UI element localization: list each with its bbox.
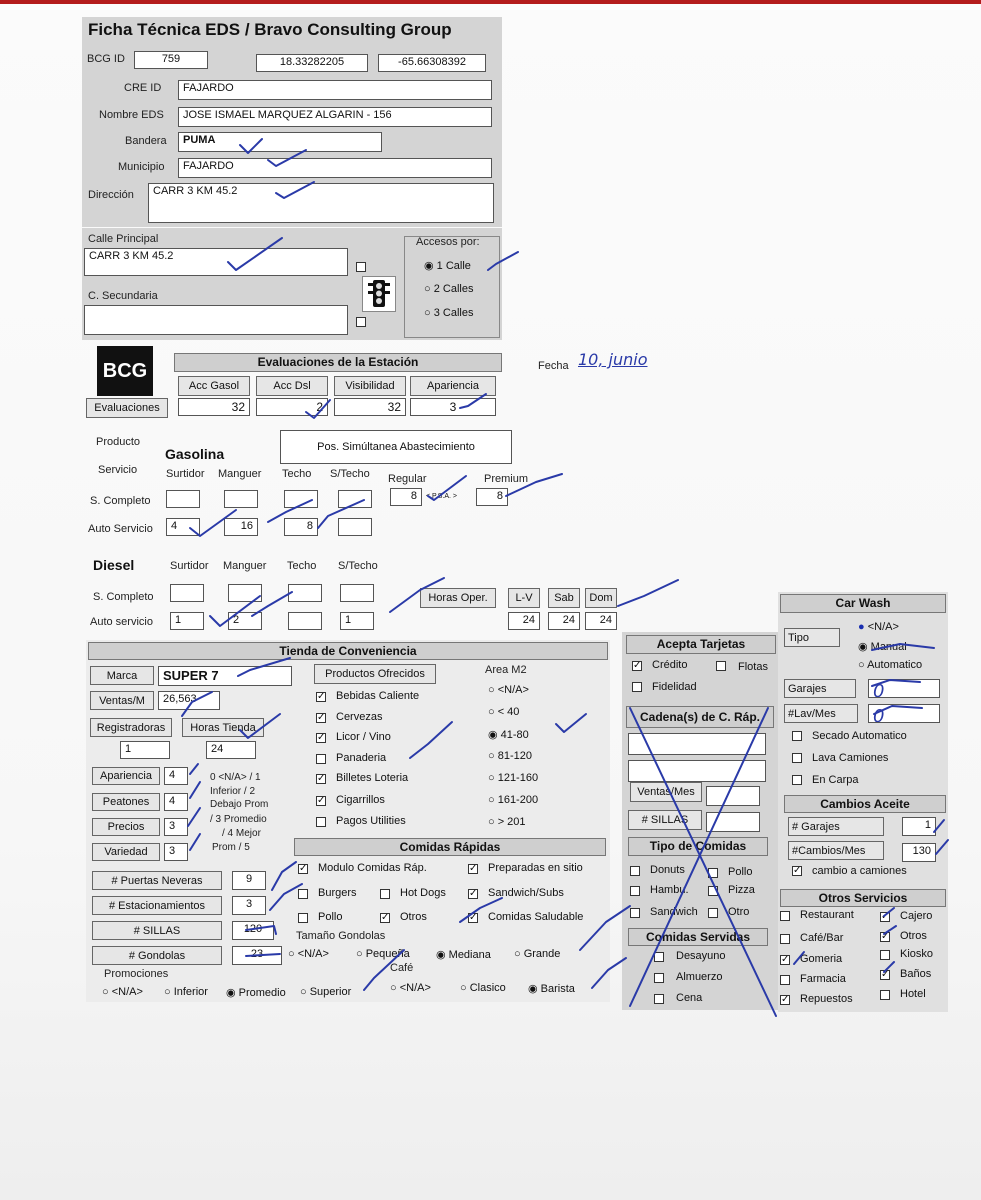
promociones-label: Promociones (104, 968, 169, 980)
otros-right-checkbox-4[interactable] (880, 990, 890, 1000)
dsl-col-stecho: S/Techo (338, 560, 378, 572)
comida-label-7: Comidas Saludable (488, 911, 584, 923)
servicio-label: Servicio (98, 464, 138, 476)
cafe-radio-2[interactable]: ◉ Barista (528, 983, 575, 995)
otros-right-label-0: Cajero (900, 910, 933, 922)
tipo-comidas-title: Tipo de Comidas (628, 837, 768, 856)
cadena-ventas-label: Ventas/Mes (630, 782, 702, 802)
dsl-auto-techo[interactable] (288, 612, 322, 630)
gondola-radio-2[interactable]: ◉ Mediana (436, 949, 491, 961)
dsl-completo-manguer[interactable] (228, 584, 262, 602)
comida-checkbox-3[interactable] (380, 889, 390, 899)
dsl-completo-label: S. Completo (93, 591, 154, 603)
comida-label-5: Pollo (318, 911, 343, 923)
tarjetas-title: Acepta Tarjetas (626, 635, 776, 654)
comida-label-0: Modulo Comidas Ráp. (318, 862, 427, 874)
nombre-field[interactable]: JOSE ISMAEL MARQUEZ ALGARIN - 156 (178, 107, 492, 127)
tipo-checkbox-1[interactable] (708, 868, 718, 878)
carwash-garajes-value: 0 (873, 681, 885, 698)
comida-checkbox-0[interactable]: ✓ (299, 863, 308, 874)
productos-title: Productos Ofrecidos (314, 664, 436, 684)
flotas-label: Flotas (738, 661, 768, 673)
servida-label-2: Cena (676, 992, 703, 1004)
eval-col-visibilidad: Visibilidad (334, 376, 406, 396)
bcg-id-label: BCG ID (87, 53, 125, 65)
tipo-checkbox-4[interactable] (630, 908, 640, 918)
gondola-option-0: <N/A> (297, 948, 329, 960)
eval-apariencia[interactable]: 3 (410, 398, 496, 416)
gondola-option-2: Mediana (448, 949, 491, 961)
otros-left-checkbox-0[interactable] (780, 911, 790, 921)
nombre-label: Nombre EDS (99, 109, 164, 121)
producto-checkbox-2[interactable]: ✓ (317, 732, 326, 743)
otros-left-checkbox-4[interactable]: ✓ (781, 994, 790, 1005)
registradoras-field[interactable]: 1 (120, 741, 170, 759)
lava-camiones-label: Lava Camiones (812, 752, 889, 764)
carwash-radio-na[interactable]: ● <N/A> (858, 621, 899, 633)
comida-checkbox-1[interactable]: ✓ (469, 863, 478, 874)
promo-option-2: Promedio (238, 987, 286, 999)
aceite-garajes-field[interactable]: 1 (902, 817, 936, 836)
horas-tienda-field[interactable]: 24 (206, 741, 256, 759)
cafe-radio-1[interactable]: ○ Clasico (460, 982, 506, 994)
accesos-radio-3[interactable]: ○ 3 Calles (424, 307, 474, 319)
tipo-label-0: Donuts (650, 864, 685, 876)
day-lv-label: L-V (508, 588, 540, 608)
scale-3: Debajo Prom (210, 799, 269, 810)
comidas-title: Comidas Rápidas (294, 838, 606, 856)
promo-radio-0[interactable]: ○ <N/A> (102, 986, 143, 998)
lav-mes-value: 0 (873, 706, 885, 723)
variedad-field[interactable]: 3 (164, 843, 188, 861)
camiones-label: cambio a camiones (812, 865, 907, 877)
tipo-label-5: Otro (728, 906, 750, 918)
premium-label: Premium (484, 473, 529, 485)
producto-label-1: Cervezas (336, 711, 383, 723)
otros-right-checkbox-1[interactable]: ✓ (881, 931, 890, 942)
gondola-radio-1[interactable]: ○ Pequeña (356, 948, 410, 960)
gas-auto-techo[interactable]: 8 (284, 518, 318, 536)
comida-label-1: Preparadas en sitio (488, 862, 583, 874)
otros-right-checkbox-3[interactable]: ✓ (881, 969, 890, 980)
municipio-label: Municipio (118, 161, 165, 173)
producto-label-0: Bebidas Caliente (336, 690, 420, 702)
lav-mes-field[interactable] (868, 704, 940, 723)
day-dom-label: Dom (585, 588, 617, 608)
dsl-auto-stecho[interactable]: 1 (340, 612, 374, 630)
tienda-title: Tienda de Conveniencia (88, 642, 608, 660)
gondola-radio-3[interactable]: ○ Grande (514, 948, 561, 960)
eval-col-acc-dsl: Acc Dsl (256, 376, 328, 396)
apariencia-label: Apariencia (92, 767, 160, 785)
gondola-radio-0[interactable]: ○ <N/A> (288, 948, 329, 960)
cadena-field-1[interactable] (628, 733, 766, 755)
horas-tienda-label: Horas Tienda (182, 718, 264, 737)
puertas-label: # Puertas Neveras (92, 871, 222, 890)
tipo-checkbox-2[interactable] (630, 886, 640, 896)
comida-label-6: Otros (400, 911, 427, 923)
traffic-light-icon (362, 276, 396, 312)
bcg-id-field[interactable]: 759 (134, 51, 208, 69)
precios-field[interactable]: 3 (164, 818, 188, 836)
gas-auto-stecho[interactable] (338, 518, 372, 536)
scale-4: / 3 Promedio (210, 814, 267, 825)
carwash-option-manual: Manual (870, 641, 907, 653)
servida-checkbox-0[interactable] (654, 952, 664, 962)
carwash-option-na: <N/A> (867, 621, 899, 633)
area-option-6: > 201 (497, 816, 526, 828)
area-radio-3[interactable]: ○ 81-120 (488, 750, 532, 762)
fidelidad-label: Fidelidad (652, 681, 697, 693)
carwash-radio-manual[interactable]: ◉ Manual (858, 641, 907, 653)
precios-label: Precios (92, 818, 160, 836)
comida-label-2: Burgers (318, 887, 357, 899)
tipo-label-2: Hambu. (650, 884, 689, 896)
peatones-field[interactable]: 4 (164, 793, 188, 811)
credito-checkbox[interactable]: ✓ (633, 660, 642, 671)
longitude-field[interactable]: -65.66308392 (378, 54, 486, 72)
credito-label: Crédito (652, 659, 688, 671)
calle-principal-label: Calle Principal (88, 233, 159, 245)
secado-label: Secado Automatico (812, 730, 907, 742)
area-radio-5[interactable]: ○ 161-200 (488, 794, 539, 806)
producto-label-2: Licor / Vino (336, 731, 391, 743)
fidelidad-checkbox[interactable] (632, 682, 642, 692)
otros-right-checkbox-2[interactable] (880, 950, 890, 960)
otros-left-label-4: Repuestos (800, 993, 853, 1005)
comida-checkbox-5[interactable] (298, 913, 308, 923)
promo-radio-2[interactable]: ◉ Promedio (226, 987, 286, 999)
cre-field[interactable]: FAJARDO (178, 80, 492, 100)
marca-field[interactable]: SUPER 7 (158, 666, 292, 686)
accesos-option-3: 3 Calles (433, 307, 474, 319)
scale-5: / 4 Mejor (222, 828, 261, 839)
comida-checkbox-2[interactable] (298, 889, 308, 899)
hours-lv[interactable]: 24 (508, 612, 540, 630)
otros-left-label-1: Café/Bar (800, 932, 844, 944)
calle-secundaria-checkbox[interactable] (356, 317, 366, 327)
pos-simultanea-label: Pos. Simúltanea Abastecimiento (280, 430, 512, 464)
ventas-label: Ventas/M (90, 691, 154, 710)
latitude-field[interactable]: 18.33282205 (256, 54, 368, 72)
accesos-option-1: 1 Calle (436, 260, 471, 272)
producto-checkbox-5[interactable]: ✓ (317, 795, 326, 806)
cafe-radio-0[interactable]: ○ <N/A> (390, 982, 431, 994)
gas-auto-label: Auto Servicio (88, 523, 153, 535)
flotas-checkbox[interactable] (716, 661, 726, 671)
municipio-field[interactable]: FAJARDO (178, 158, 492, 178)
otros-left-checkbox-2[interactable]: ✓ (781, 954, 790, 965)
gas-col-manguer: Manguer (218, 468, 262, 480)
gas-completo-label: S. Completo (90, 495, 151, 507)
gasolina-title: Gasolina (165, 446, 225, 462)
dsl-auto-manguer[interactable]: 2 (228, 612, 262, 630)
cambios-mes-field[interactable]: 130 (902, 843, 936, 862)
servida-checkbox-1[interactable] (654, 973, 664, 983)
promo-option-3: Superior (309, 986, 352, 998)
direccion-label: Dirección (88, 189, 134, 201)
ventas-field[interactable]: 26,563 (158, 691, 220, 710)
page-title: Ficha Técnica EDS / Bravo Consulting Group (88, 20, 452, 39)
aceite-title: Cambios Aceite (784, 795, 946, 813)
top-edge (0, 0, 981, 4)
variedad-label: Variedad (92, 843, 160, 861)
otros-right-label-1: Otros (900, 930, 927, 942)
producto-label-5: Cigarrillos (336, 794, 385, 806)
camiones-checkbox[interactable]: ✓ (793, 865, 802, 876)
promo-radio-1[interactable]: ○ Inferior (164, 986, 208, 998)
area-radio-1[interactable]: ○ < 40 (488, 706, 520, 718)
carwash-garajes-field[interactable] (868, 679, 940, 698)
dsl-completo-surtidor[interactable] (170, 584, 204, 602)
apariencia-field[interactable]: 4 (164, 767, 188, 785)
calle-secundaria-label: C. Secundaria (88, 290, 158, 302)
area-radio-2[interactable]: ◉ 41-80 (488, 729, 529, 741)
cadena-ventas-field[interactable] (706, 786, 760, 806)
area-radio-6[interactable]: ○ > 201 (488, 816, 526, 828)
diesel-title: Diesel (93, 557, 135, 573)
aceite-garajes-label: # Garajes (788, 817, 884, 836)
lav-mes-label: #Lav/Mes (784, 704, 858, 723)
bandera-field[interactable]: PUMA (178, 132, 382, 152)
accesos-radio-1[interactable]: ◉ 1 Calle (424, 260, 471, 272)
area-option-4: 121-160 (497, 772, 539, 784)
secado-checkbox[interactable] (792, 731, 802, 741)
dsl-col-techo: Techo (287, 560, 317, 572)
cafe-option-0: <N/A> (399, 982, 431, 994)
otros-right-checkbox-0[interactable]: ✓ (881, 911, 890, 922)
direccion-field[interactable]: CARR 3 KM 45.2 (148, 183, 494, 223)
cadena-field-2[interactable] (628, 760, 766, 782)
gondola-option-1: Pequeña (365, 948, 410, 960)
tipo-label-3: Pizza (728, 884, 755, 896)
servida-checkbox-2[interactable] (654, 994, 664, 1004)
gas-completo-techo[interactable] (284, 490, 318, 508)
marca-label: Marca (90, 666, 154, 685)
fecha-value: 10, junio (578, 350, 648, 369)
otros-title: Otros Servicios (780, 889, 946, 907)
scale-6: Prom / 5 (212, 842, 250, 853)
cre-label: CRE ID (124, 82, 162, 94)
gas-col-surtidor: Surtidor (166, 468, 205, 480)
scale-1: 0 <N/A> / 1 (210, 772, 261, 783)
fecha-label: Fecha (538, 360, 569, 372)
dsl-col-surtidor: Surtidor (170, 560, 209, 572)
accesos-radio-2[interactable]: ○ 2 Calles (424, 283, 474, 295)
en-carpa-label: En Carpa (812, 774, 859, 786)
cambios-mes-label: #Cambios/Mes (788, 841, 884, 860)
producto-checkbox-6[interactable] (316, 817, 326, 827)
registradoras-label: Registradoras (90, 718, 172, 737)
tipo-checkbox-5[interactable] (708, 908, 718, 918)
premium-field[interactable]: 8 (476, 488, 508, 506)
evaluaciones-title: Evaluaciones de la Estación (174, 353, 502, 372)
promo-option-1: Inferior (173, 986, 208, 998)
carwash-radio-automatico[interactable]: ○ Automatico (858, 659, 923, 671)
area-radio-4[interactable]: ○ 121-160 (488, 772, 539, 784)
gondolas-field[interactable]: 23 (232, 946, 282, 965)
calle-secundaria-field[interactable] (84, 305, 348, 335)
otros-left-label-3: Farmacia (800, 973, 846, 985)
lava-camiones-checkbox[interactable] (792, 753, 802, 763)
tipo-checkbox-0[interactable] (630, 866, 640, 876)
gas-auto-surtidor[interactable]: 4 (166, 518, 200, 536)
day-sab-label: Sab (548, 588, 580, 608)
comida-label-3: Hot Dogs (400, 887, 446, 899)
tipo-checkbox-3[interactable] (708, 886, 718, 896)
regular-field[interactable]: 8 (390, 488, 422, 506)
eval-visibilidad[interactable]: 32 (334, 398, 406, 416)
comida-checkbox-4[interactable]: ✓ (469, 888, 478, 899)
calle-principal-checkbox[interactable] (356, 262, 366, 272)
gas-col-techo: Techo (282, 468, 312, 480)
otros-left-label-2: Gomeria (800, 953, 843, 965)
en-carpa-checkbox[interactable] (792, 775, 802, 785)
otros-right-label-4: Hotel (900, 988, 926, 1000)
hours-sab[interactable]: 24 (548, 612, 580, 630)
producto-label-6: Pagos Utilities (336, 815, 406, 827)
tipo-label-4: Sandwich (650, 906, 698, 918)
tipo-label-1: Pollo (728, 866, 753, 878)
comidas-servidas-title: Comidas Servidas (628, 928, 768, 946)
comida-checkbox-7[interactable]: ✓ (469, 912, 478, 923)
regular-label: Regular (388, 473, 427, 485)
carwash-tipo-label: Tipo (784, 628, 840, 647)
peatones-label: Peatones (92, 793, 160, 811)
accesos-option-2: 2 Calles (433, 283, 474, 295)
bandera-label: Bandera (125, 135, 167, 147)
garajes-label: Garajes (784, 679, 856, 698)
area-radio-0[interactable]: ○ <N/A> (488, 684, 529, 696)
accesos-label: Accesos por: (416, 236, 480, 248)
area-option-2: 41-80 (500, 729, 529, 741)
bcg-logo: BCG (97, 346, 153, 396)
eval-col-acc-gasol: Acc Gasol (178, 376, 250, 396)
otros-left-checkbox-1[interactable] (780, 934, 790, 944)
cadena-title: Cadena(s) de C. Ráp. (626, 706, 774, 728)
estacionamientos-field[interactable]: 3 (232, 896, 266, 915)
comida-label-4: Sandwich/Subs (488, 887, 564, 899)
promo-radio-3[interactable]: ○ Superior (300, 986, 352, 998)
producto-checkbox-1[interactable]: ✓ (317, 712, 326, 723)
eval-acc-gasol[interactable]: 32 (178, 398, 250, 416)
servida-label-0: Desayuno (676, 950, 726, 962)
area-label: Area M2 (485, 664, 527, 676)
gondolas-label: # Gondolas (92, 946, 222, 965)
eval-col-apariencia: Apariencia (410, 376, 496, 396)
hours-dom[interactable]: 24 (585, 612, 617, 630)
carwash-title: Car Wash (780, 594, 946, 613)
cafe-option-2: Barista (540, 983, 575, 995)
producto-label-4: Billetes Loteria (336, 772, 409, 784)
area-option-3: 81-120 (497, 750, 532, 762)
otros-left-checkbox-3[interactable] (780, 975, 790, 985)
otros-left-label-0: Restaurant (800, 909, 854, 921)
otros-right-label-2: Kiosko (900, 948, 934, 960)
gas-completo-manguer[interactable] (224, 490, 258, 508)
dsl-completo-techo[interactable] (288, 584, 322, 602)
producto-checkbox-0[interactable]: ✓ (317, 691, 326, 702)
sillas-field[interactable]: 120 (232, 921, 274, 940)
gas-completo-stecho[interactable] (338, 490, 372, 508)
cadena-sillas-label: # SILLAS (628, 810, 702, 830)
horas-oper-label: Horas Oper. (420, 588, 496, 608)
gondola-option-3: Grande (523, 948, 561, 960)
producto-checkbox-3[interactable] (316, 754, 326, 764)
carwash-option-automatico: Automatico (867, 659, 923, 671)
gas-col-stecho: S/Techo (330, 468, 370, 480)
eval-acc-dsl[interactable]: 2 (256, 398, 328, 416)
producto-label-3: Panaderia (336, 752, 387, 764)
scale-2: Inferior / 2 (210, 786, 256, 797)
promo-option-0: <N/A> (111, 986, 143, 998)
puertas-field[interactable]: 9 (232, 871, 266, 890)
tamano-gondolas-label: Tamaño Gondolas (296, 930, 386, 942)
servida-label-1: Almuerzo (676, 971, 723, 983)
cafe-option-1: Clasico (469, 982, 506, 994)
gas-auto-manguer[interactable]: 16 (224, 518, 258, 536)
otros-right-label-3: Baños (900, 968, 932, 980)
dsl-col-manguer: Manguer (223, 560, 267, 572)
producto-label: Producto (96, 436, 141, 448)
estacionamientos-label: # Estacionamientos (92, 896, 222, 915)
area-option-5: 161-200 (497, 794, 539, 806)
calle-principal-field[interactable]: CARR 3 KM 45.2 (84, 248, 348, 276)
cadena-sillas-field[interactable] (706, 812, 760, 832)
cafe-label: Café (390, 962, 414, 974)
dsl-auto-label: Auto servicio (90, 616, 153, 628)
gas-completo-surtidor[interactable] (166, 490, 200, 508)
producto-checkbox-4[interactable]: ✓ (317, 773, 326, 784)
psa-label: < P.S.A. > (426, 493, 458, 500)
comida-checkbox-6[interactable]: ✓ (381, 912, 390, 923)
area-option-0: <N/A> (497, 684, 529, 696)
dsl-auto-surtidor[interactable]: 1 (170, 612, 204, 630)
evaluaciones-row-label: Evaluaciones (86, 398, 168, 418)
dsl-completo-stecho[interactable] (340, 584, 374, 602)
sillas-label: # SILLAS (92, 921, 222, 940)
area-option-1: < 40 (497, 706, 520, 718)
